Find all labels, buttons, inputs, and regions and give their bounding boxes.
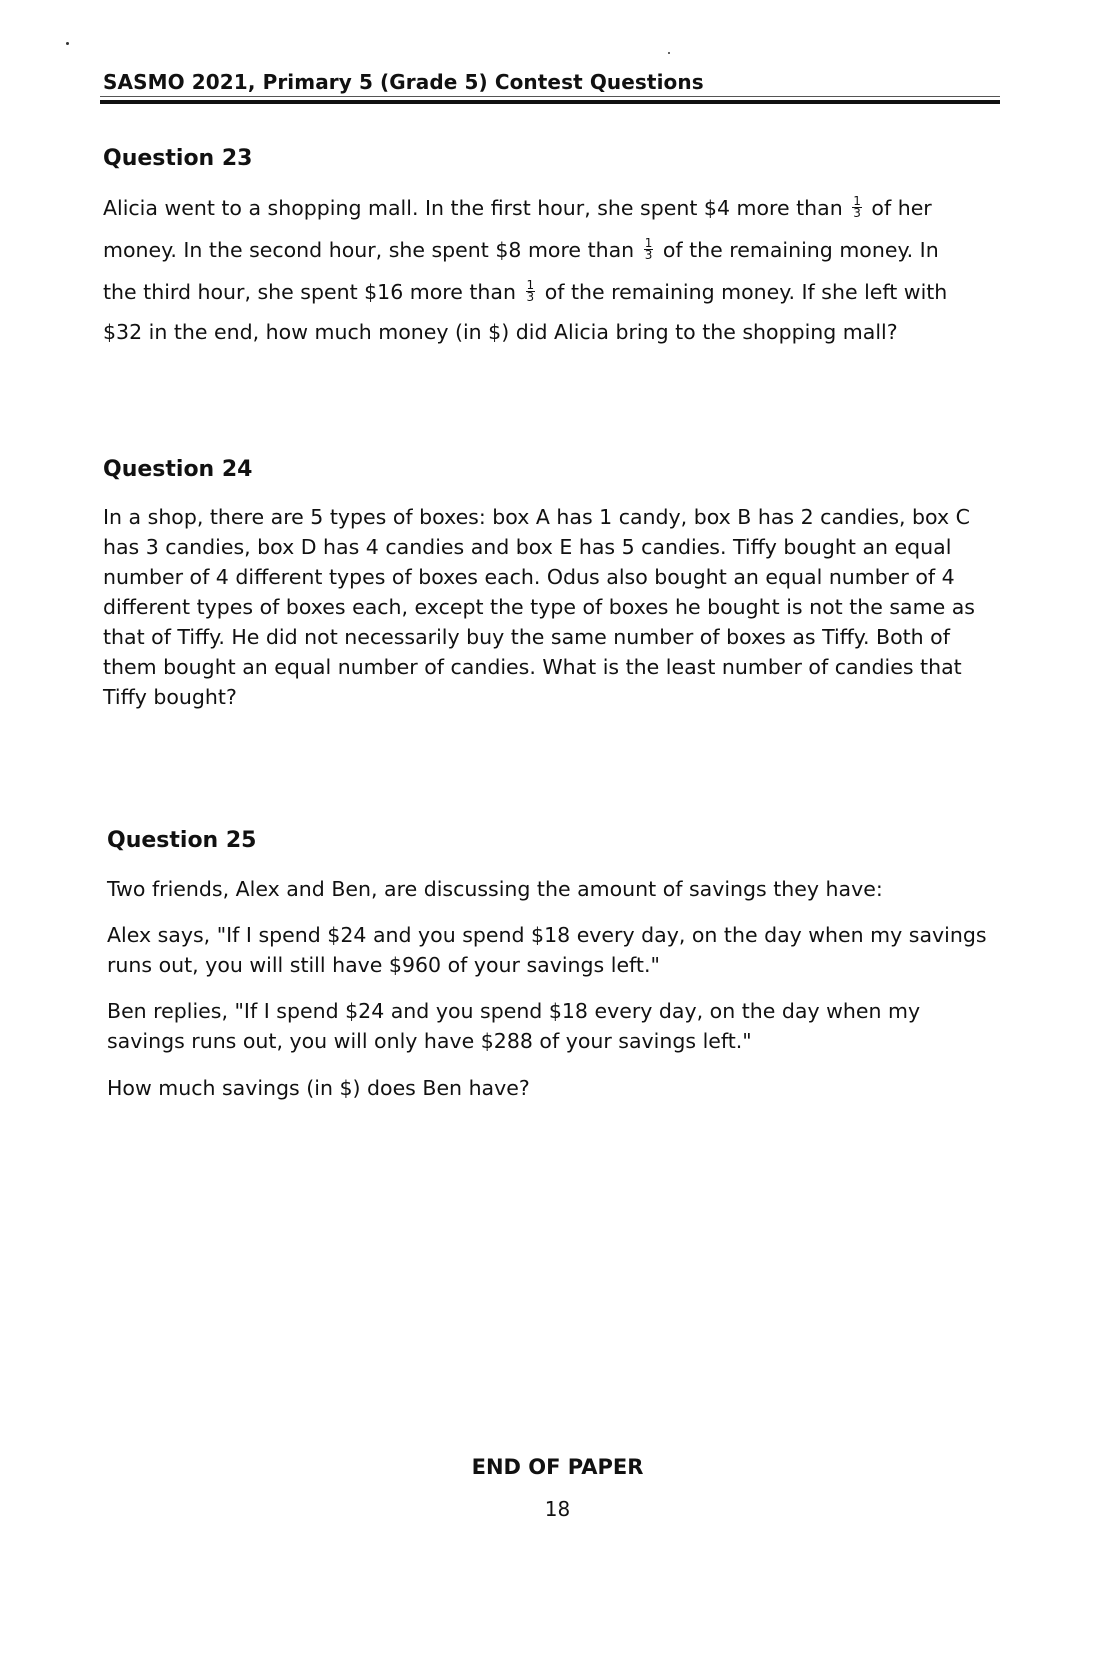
question-23-line-1 <box>103 193 932 221</box>
header-rule <box>100 100 1000 104</box>
question-25-paragraph-1: Two friends, Alex and Ben, are discussing the amount of savings they have: <box>107 877 883 901</box>
q23-line-4-text: $32 in the end, how much money (in $) did Alicia bring to the shopping mall? <box>103 320 898 344</box>
one-third-fraction <box>852 193 862 220</box>
fraction-denominator: 3 <box>526 289 535 304</box>
q23-line-3-after: of the remaining money. If she left with <box>544 280 948 304</box>
question-25-paragraph-4: How much savings (in $) does Ben have? <box>107 1076 530 1100</box>
question-25-paragraph-2: Alex says, "If I spend $24 and you spend $18 every day, on the day when my savings runs out, you will still have $960 of your savings left." <box>107 923 987 977</box>
question-24-title: Question 24 <box>103 457 253 482</box>
fraction-numerator: 1 <box>853 193 861 208</box>
q23-line-2-before: money. In the second hour, she spent $8 more than <box>103 238 635 262</box>
question-23-line-4 <box>103 320 898 344</box>
header-rule-thin <box>100 96 1000 97</box>
page-number: 18 <box>544 1497 571 1521</box>
fraction-denominator: 3 <box>853 205 861 220</box>
one-third-fraction <box>644 235 654 262</box>
question-25-paragraph-3: Ben replies, "If I spend $24 and you spend $18 every day, on the day when my savings runs out, you will only have $288 of your savings left." <box>107 999 921 1053</box>
q23-line-3-before: the third hour, she spent $16 more than <box>103 280 516 304</box>
question-23-title: Question 23 <box>103 146 253 171</box>
question-23-line-2 <box>103 235 939 263</box>
question-25-title: Question 25 <box>107 828 257 853</box>
fraction-numerator: 1 <box>644 235 653 250</box>
end-of-paper-label: END OF PAPER <box>471 1455 644 1479</box>
fraction-numerator: 1 <box>526 277 535 292</box>
q23-line-1-before: Alicia went to a shopping mall. In the first hour, she spent $4 more than <box>103 196 843 220</box>
q23-line-2-after: of the remaining money. In <box>662 238 939 262</box>
fraction-denominator: 3 <box>644 247 653 262</box>
header-title: SASMO 2021, Primary 5 (Grade 5) Contest Questions <box>103 70 704 94</box>
scan-speck <box>66 42 69 45</box>
question-23-line-3 <box>103 277 948 305</box>
one-third-fraction <box>526 277 536 304</box>
question-24-text: In a shop, there are 5 types of boxes: box A has 1 candy, box B has 2 candies, box C has 3 candies, box D has 4 candies and box E has 5 candies. Tiffy bought an equal number of 4 different types of boxes each. Odus also bought an equal number of 4 different types of boxes each, except the type of boxes he bought is not the same as that of Tiffy. He did not necessarily buy the same number of boxes as Tiffy. Both of them bought an equal number of candies. What is the least number of candies that Tiffy bought? <box>103 505 975 709</box>
scan-speck <box>668 52 670 54</box>
q23-line-1-after: of her <box>871 196 932 220</box>
